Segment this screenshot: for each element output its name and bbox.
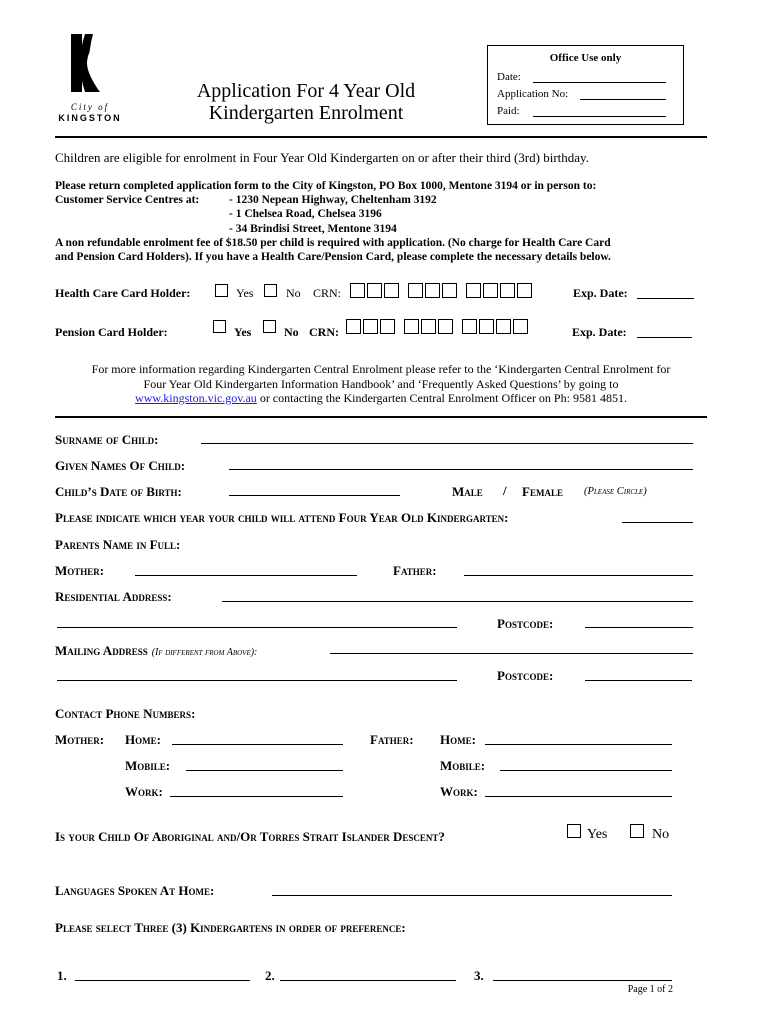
mother-phone-label: Mother: [55, 732, 105, 747]
mother-mobile-phone-field[interactable] [186, 770, 343, 771]
logo-city-of: City of [70, 102, 110, 112]
pension-crn-field[interactable] [346, 319, 537, 336]
aboriginal-yes-checkbox[interactable] [567, 824, 581, 838]
centre-2: - 1 Chelsea Road, Chelsea 3196 [229, 208, 382, 221]
pension-yes-checkbox[interactable] [213, 320, 226, 333]
health-yes-label: Yes [236, 286, 254, 300]
given-names-field[interactable] [229, 469, 693, 470]
return-line1: Please return completed application form to the City of Kingston, PO Box 1000, Mentone 3194 or in person to: [55, 180, 597, 192]
mother-home-label: Home: [125, 732, 161, 747]
surname-label: Surname of Child: [55, 432, 159, 447]
languages-label: Languages Spoken At Home: [55, 883, 215, 898]
more-info [55, 362, 707, 406]
more-info-line2: Four Year Old Kindergarten Information Handbook’ and ‘Frequently Asked Questions’ by going to [143, 376, 619, 391]
please-circle-note: (Please Circle) [584, 486, 647, 497]
office-app-no-label: Application No: [497, 88, 569, 100]
mother-work-label: Work: [125, 784, 163, 799]
parents-name-label: Parents Name in Full: [55, 537, 181, 552]
mother-mobile-label: Mobile: [125, 758, 171, 773]
mailing-address-label: Mailing Address [55, 643, 148, 658]
mailing-postcode-field[interactable] [585, 680, 692, 681]
residential-postcode-field[interactable] [585, 627, 693, 628]
return-info [55, 179, 715, 264]
pension-no-checkbox[interactable] [263, 320, 276, 333]
pension-exp-label: Exp. Date: [572, 325, 627, 339]
pension-crn-label: CRN: [309, 325, 339, 339]
health-crn-field[interactable] [350, 283, 541, 300]
preference-3-number: 3. [474, 968, 484, 983]
centres-row-3 [55, 222, 715, 236]
centres-row-1 [55, 193, 715, 207]
health-card-label: Health Care Card Holder: [55, 286, 191, 300]
kingston-website-link[interactable]: www.kingston.vic.gov.au [135, 391, 257, 405]
office-paid-label: Paid: [497, 105, 520, 117]
father-mobile-label: Mobile: [440, 758, 486, 773]
mailing-postcode-label: Postcode: [497, 668, 554, 683]
preference-2-number: 2. [265, 968, 275, 983]
mother-name-field[interactable] [135, 575, 357, 576]
pension-card-label: Pension Card Holder: [55, 325, 168, 339]
kingston-logo-mark-icon [55, 32, 125, 94]
mother-work-phone-field[interactable] [170, 796, 343, 797]
centre-1: - 1230 Nepean Highway, Cheltenham 3192 [229, 194, 437, 207]
eligibility-text: Children are eligible for enrolment in Four Year Old Kindergarten on or after their third (3rd) birthday. [55, 150, 589, 165]
logo-name: KINGSTON [58, 113, 122, 123]
mailing-address-field-1[interactable] [330, 653, 693, 654]
mother-label: Mother: [55, 563, 105, 578]
kinder-year-field[interactable] [622, 522, 693, 523]
father-home-phone-field[interactable] [485, 744, 672, 745]
kingston-logo [55, 32, 125, 124]
dob-label: Child’s Date of Birth: [55, 484, 182, 499]
office-app-no-field[interactable] [580, 99, 666, 100]
mailing-address-field-2[interactable] [57, 680, 457, 681]
pension-exp-field[interactable] [637, 337, 692, 338]
centres-row-2 [55, 207, 715, 221]
languages-field[interactable] [272, 895, 672, 896]
residential-address-label: Residential Address: [55, 589, 172, 604]
dob-field[interactable] [229, 495, 400, 496]
pension-no-label: No [284, 325, 299, 339]
preference-1-field[interactable] [75, 980, 250, 981]
residential-postcode-label: Postcode: [497, 616, 554, 631]
father-home-label: Home: [440, 732, 476, 747]
contact-phone-label: Contact Phone Numbers: [55, 706, 196, 721]
given-names-label: Given Names Of Child: [55, 458, 186, 473]
office-date-field[interactable] [533, 82, 666, 83]
pension-card-row [55, 320, 715, 340]
mailing-address-label-row [55, 642, 257, 660]
office-date-label: Date: [497, 71, 521, 83]
header-divider [55, 136, 707, 138]
aboriginal-question-label: Is your Child Of Aboriginal and/Or Torres Strait Islander Descent? [55, 829, 445, 844]
preference-1-number: 1. [57, 968, 67, 983]
info-divider [55, 416, 707, 418]
health-crn-label: CRN: [313, 286, 342, 300]
father-work-phone-field[interactable] [485, 796, 672, 797]
fee-line2: and Pension Card Holders). If you have a Health Care/Pension Card, please complete the necessary details below. [55, 250, 611, 263]
preference-2-field[interactable] [280, 980, 456, 981]
health-no-label: No [286, 286, 301, 300]
father-mobile-phone-field[interactable] [500, 770, 672, 771]
father-phone-label: Father: [370, 732, 414, 747]
form-title-line1: Application For 4 Year Old [196, 80, 416, 102]
mother-home-phone-field[interactable] [172, 744, 343, 745]
centres-label: Customer Service Centres at: [55, 194, 200, 207]
residential-address-field-2[interactable] [57, 627, 457, 628]
more-info-line3 [55, 391, 707, 406]
male-option[interactable]: Male [452, 484, 483, 499]
kinder-year-label: Please indicate which year your child will attend Four Year Old Kindergarten: [55, 510, 509, 525]
more-info-line1: For more information regarding Kindergarten Central Enrolment please refer to the ‘Kindergarten Central Enrolment for [91, 362, 671, 376]
page-number: Page 1 of 2 [627, 984, 673, 995]
health-exp-field[interactable] [637, 298, 694, 299]
pension-yes-label: Yes [234, 325, 252, 339]
office-use-box [487, 45, 684, 125]
office-paid-field[interactable] [533, 116, 666, 117]
mailing-address-note: (If different from Above): [151, 647, 258, 658]
fee-line1: A non refundable enrolment fee of $18.50 per child is required with application. (No charge for Health Care Card [55, 236, 611, 249]
aboriginal-no-checkbox[interactable] [630, 824, 644, 838]
aboriginal-no-label: No [652, 827, 670, 842]
health-exp-label: Exp. Date: [573, 286, 628, 300]
father-work-label: Work: [440, 784, 478, 799]
residential-address-field-1[interactable] [222, 601, 693, 602]
father-name-field[interactable] [464, 575, 693, 576]
surname-field[interactable] [201, 443, 693, 444]
aboriginal-yes-label: Yes [587, 827, 608, 842]
office-use-heading: Office Use only [549, 52, 622, 64]
health-no-checkbox[interactable] [264, 284, 277, 297]
more-info-line3-rest: or contacting the Kindergarten Central Enrolment Officer on Ph: 9581 4851. [256, 391, 627, 405]
select-kindergartens-label: Please select Three (3) Kindergartens in order of preference: [55, 920, 406, 935]
female-option[interactable]: Female [522, 484, 563, 499]
form-title [175, 80, 437, 124]
form-title-line2: Kindergarten Enrolment [208, 102, 404, 124]
centre-3: - 34 Brindisi Street, Mentone 3194 [229, 222, 397, 235]
health-card-row [55, 284, 715, 304]
preference-3-field[interactable] [493, 980, 672, 981]
gender-slash: / [503, 483, 507, 498]
father-label: Father: [393, 563, 437, 578]
health-yes-checkbox[interactable] [215, 284, 228, 297]
